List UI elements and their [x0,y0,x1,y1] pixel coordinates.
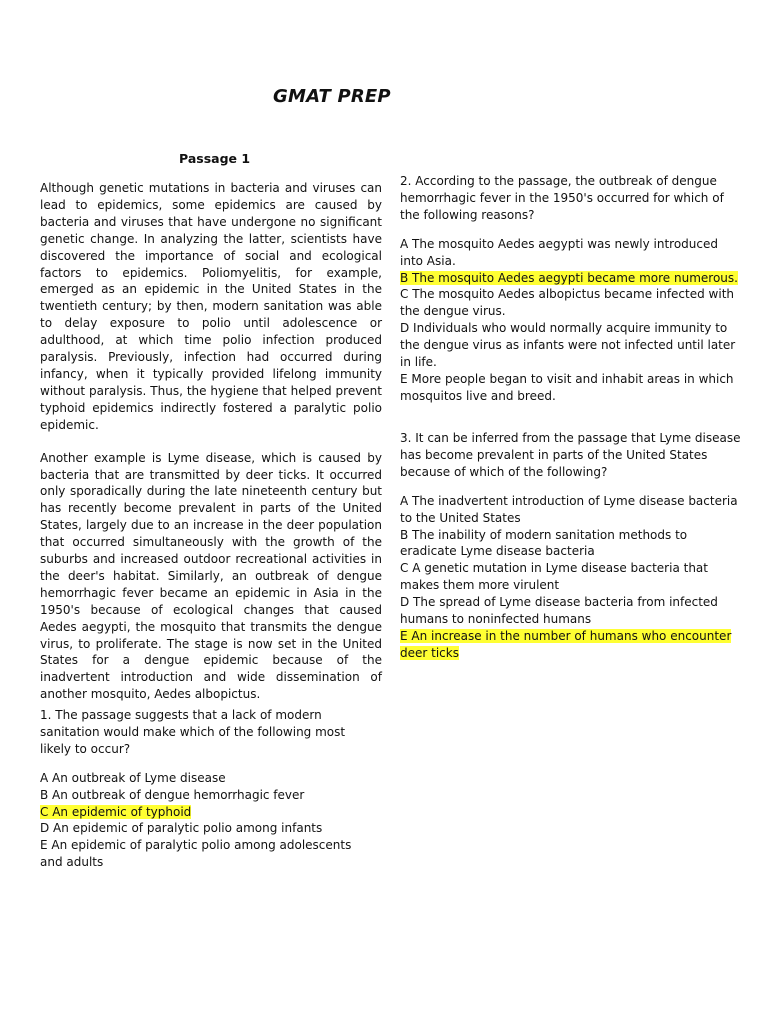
question-1-stem: 1. The passage suggests that a lack of modern sanitation would make which of the following most likely to occur? [40,708,346,756]
q3-option-d: D The spread of Lyme disease bacteria from infected humans to noninfected humans [400,595,718,627]
q1-option-d: D An epidemic of paralytic polio among infants [40,821,323,836]
question-2-stem: 2. According to the passage, the outbreak of dengue hemorrhagic fever in the 1950's occurred for which of the following reasons? [400,174,724,222]
q1-option-c-highlight: C An epidemic of typhoid [40,804,192,819]
q2-option-a: A The mosquito Aedes aegypti was newly introduced into Asia. [400,236,718,268]
q2-option-c: C The mosquito Aedes albopictus became infected with the dengue virus. [400,287,735,319]
q1-option-c [40,804,370,821]
question-2 [400,173,743,405]
passage-paragraph-1: Although genetic mutations in bacteria and viruses can lead to epidemics, some epidemics are caused by bacteria and viruses that have undergone no significant genetic change. In analyzing the latter, scientists have discovered the importance of social and ecological factors to epidemics. Poliomyelitis, for example, emerged as an epidemic in the United States in the twentieth century; by then, modern sanitation was able to delay exposure to polio until adolescence or adulthood, at which time polio infection produced paralysis. Previously, infection had occurred during infancy, when it typically provided lifelong immunity without paralysis. Thus, the hygiene that helped prevent typhoid epidemics indirectly fostered a paralytic polio epidemic. [40,181,382,432]
passage-heading: Passage 1 [179,151,251,166]
question-1 [40,707,370,871]
passage-paragraph-2: Another example is Lyme disease, which is caused by bacteria that are transmitted by deer ticks. It occurred only sporadically during the late nineteenth century but has recently become prevalent in parts of the United States, largely due to an increase in the deer population that occurred simultaneously with the growth of the suburbs and increased outdoor recreational activities in the deer's habitat. Similarly, an outbreak of dengue hemorrhagic fever became an epidemic in Asia in the 1950's because of ecological changes that caused Aedes aegypti, the mosquito that transmits the dengue virus, to proliferate. The stage is now set in the United States for a dengue epidemic because of the inadvertent introduction and wide dissemination of another mosquito, Aedes albopictus. [40,450,382,702]
q3-option-e [400,628,743,662]
q2-option-b [400,270,743,287]
q3-option-b: B The inability of modern sanitation methods to eradicate Lyme disease bacteria [400,527,688,559]
q1-option-e: E An epidemic of paralytic polio among adolescents and adults [40,838,352,870]
question-3 [400,430,743,662]
q3-option-e-highlight: E An increase in the number of humans who encounter deer ticks [400,628,732,660]
question-2-options [400,236,743,405]
q3-option-a: A The inadvertent introduction of Lyme disease bacteria to the United States [400,493,738,525]
question-1-options [40,770,370,871]
q3-option-c: C A genetic mutation in Lyme disease bacteria that makes them more virulent [400,561,708,593]
q2-option-b-highlight: B The mosquito Aedes aegypti became more numerous. [400,270,738,285]
question-3-stem: 3. It can be inferred from the passage that Lyme disease has become prevalent in parts of the United States because of which of the following? [400,431,741,479]
question-3-options [400,493,743,662]
q2-option-e: E More people began to visit and inhabit areas in which mosquitos live and breed. [400,371,734,403]
q2-option-d: D Individuals who would normally acquire immunity to the dengue virus as infants were not infected until later in life. [400,321,736,370]
passage-column [40,180,382,703]
q1-option-a: A An outbreak of Lyme disease [40,770,226,785]
q1-option-b: B An outbreak of dengue hemorrhagic fever [40,787,305,802]
page-title: GMAT PREP [273,86,391,107]
